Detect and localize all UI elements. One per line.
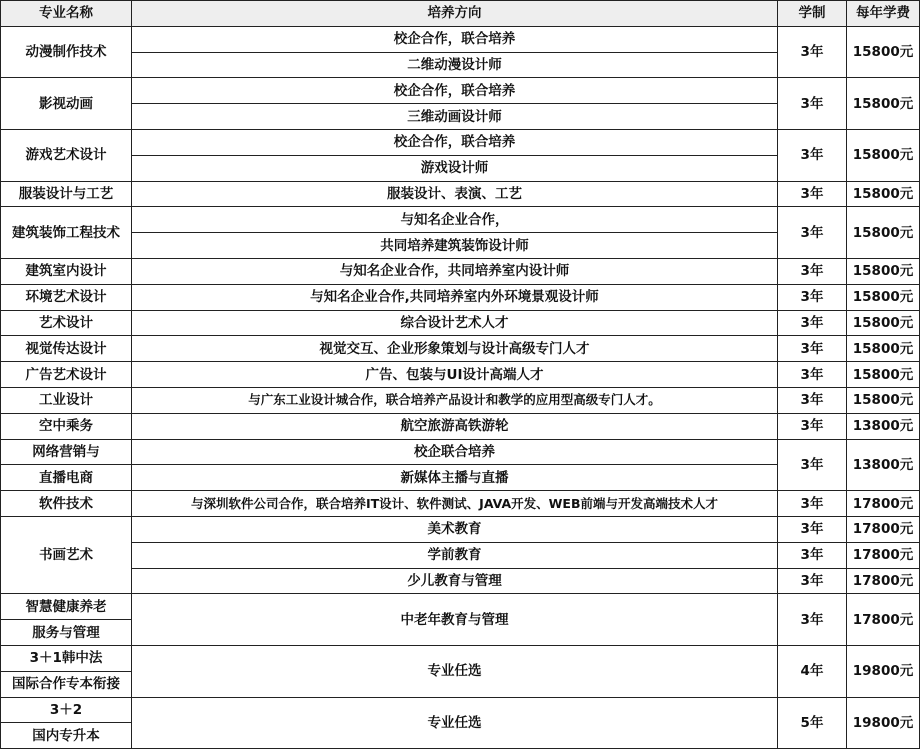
table-row <box>1 645 920 671</box>
header-direction: 培养方向 <box>132 1 778 27</box>
fee: 17800元 <box>847 491 920 517</box>
header-major: 专业名称 <box>1 1 132 27</box>
major-name: 国际合作专本衔接 <box>1 671 132 697</box>
table-row <box>1 594 920 620</box>
duration: 3年 <box>778 594 847 646</box>
duration: 3年 <box>778 26 847 78</box>
table-row <box>1 310 920 336</box>
duration: 3年 <box>778 439 847 491</box>
major-name: 国内专升本 <box>1 723 132 749</box>
table-row <box>1 284 920 310</box>
direction: 视觉交互、企业形象策划与设计高级专门人才 <box>132 336 778 362</box>
direction: 服装设计、表演、工艺 <box>132 181 778 207</box>
table-row <box>1 258 920 284</box>
header-fee: 每年学费 <box>847 1 920 27</box>
direction: 新媒体主播与直播 <box>132 465 778 491</box>
major-name: 服务与管理 <box>1 620 132 646</box>
fee: 15800元 <box>847 129 920 181</box>
major-name: 网络营销与 <box>1 439 132 465</box>
major-name: 游戏艺术设计 <box>1 129 132 181</box>
table-row <box>1 516 920 542</box>
table-row <box>1 568 920 594</box>
duration: 3年 <box>778 568 847 594</box>
duration: 3年 <box>778 129 847 181</box>
direction: 美术教育 <box>132 516 778 542</box>
duration: 3年 <box>778 310 847 336</box>
table-row <box>1 542 920 568</box>
direction: 专业任选 <box>132 697 778 749</box>
duration: 3年 <box>778 284 847 310</box>
header-row <box>1 1 920 27</box>
direction: 与深圳软件公司合作，联合培养IT设计、软件测试、JAVA开发、WEB前端与开发高端技术人才 <box>132 491 778 517</box>
fee: 13800元 <box>847 439 920 491</box>
duration: 5年 <box>778 697 847 749</box>
duration: 4年 <box>778 645 847 697</box>
table-row <box>1 439 920 465</box>
major-name: 空中乘务 <box>1 413 132 439</box>
fee: 17800元 <box>847 594 920 646</box>
direction: 三维动画设计师 <box>132 104 778 130</box>
table-row <box>1 491 920 517</box>
fee: 17800元 <box>847 568 920 594</box>
direction: 中老年教育与管理 <box>132 594 778 646</box>
fee: 15800元 <box>847 78 920 130</box>
fee: 13800元 <box>847 413 920 439</box>
major-name: 视觉传达设计 <box>1 336 132 362</box>
major-name: 动漫制作技术 <box>1 26 132 78</box>
duration: 3年 <box>778 387 847 413</box>
duration: 3年 <box>778 336 847 362</box>
direction: 学前教育 <box>132 542 778 568</box>
major-name: 智慧健康养老 <box>1 594 132 620</box>
direction: 广告、包装与UI设计高端人才 <box>132 362 778 388</box>
direction: 少儿教育与管理 <box>132 568 778 594</box>
major-name: 直播电商 <box>1 465 132 491</box>
direction: 与知名企业合作， <box>132 207 778 233</box>
major-name: 艺术设计 <box>1 310 132 336</box>
direction: 二维动漫设计师 <box>132 52 778 78</box>
direction: 校企合作，联合培养 <box>132 129 778 155</box>
duration: 3年 <box>778 516 847 542</box>
direction: 综合设计艺术人才 <box>132 310 778 336</box>
duration: 3年 <box>778 542 847 568</box>
direction: 与广东工业设计城合作，联合培养产品设计和教学的应用型高级专门人才。 <box>132 387 778 413</box>
fee: 15800元 <box>847 181 920 207</box>
table-row <box>1 387 920 413</box>
direction: 共同培养建筑装饰设计师 <box>132 233 778 259</box>
fee: 19800元 <box>847 697 920 749</box>
duration: 3年 <box>778 78 847 130</box>
fee: 17800元 <box>847 542 920 568</box>
table-row <box>1 336 920 362</box>
major-name: 书画艺术 <box>1 516 132 593</box>
table-row <box>1 362 920 388</box>
table-row <box>1 78 920 104</box>
table-row <box>1 413 920 439</box>
duration: 3年 <box>778 491 847 517</box>
fee: 15800元 <box>847 387 920 413</box>
direction: 游戏设计师 <box>132 155 778 181</box>
duration: 3年 <box>778 207 847 259</box>
fee: 15800元 <box>847 336 920 362</box>
major-name: 广告艺术设计 <box>1 362 132 388</box>
major-name: 建筑室内设计 <box>1 258 132 284</box>
header-duration: 学制 <box>778 1 847 27</box>
major-name: 环境艺术设计 <box>1 284 132 310</box>
direction: 专业任选 <box>132 645 778 697</box>
direction: 与知名企业合作，共同培养室内设计师 <box>132 258 778 284</box>
table-row <box>1 207 920 233</box>
table-row <box>1 129 920 155</box>
duration: 3年 <box>778 258 847 284</box>
table-row <box>1 181 920 207</box>
fee: 15800元 <box>847 26 920 78</box>
table-row <box>1 26 920 52</box>
fee: 17800元 <box>847 516 920 542</box>
major-name: 3＋1韩中法 <box>1 645 132 671</box>
direction: 校企合作，联合培养 <box>132 26 778 52</box>
major-name: 工业设计 <box>1 387 132 413</box>
fee: 19800元 <box>847 645 920 697</box>
direction: 与知名企业合作,共同培养室内外环境景观设计师 <box>132 284 778 310</box>
direction: 校企合作，联合培养 <box>132 78 778 104</box>
duration: 3年 <box>778 181 847 207</box>
major-name: 影视动画 <box>1 78 132 130</box>
fee: 15800元 <box>847 310 920 336</box>
major-name: 3＋2 <box>1 697 132 723</box>
fee: 15800元 <box>847 362 920 388</box>
fee: 15800元 <box>847 207 920 259</box>
major-name: 软件技术 <box>1 491 132 517</box>
major-name: 服装设计与工艺 <box>1 181 132 207</box>
fee: 15800元 <box>847 258 920 284</box>
direction: 校企联合培养 <box>132 439 778 465</box>
direction: 航空旅游高铁游轮 <box>132 413 778 439</box>
duration: 3年 <box>778 362 847 388</box>
duration: 3年 <box>778 413 847 439</box>
table-row <box>1 697 920 723</box>
fee: 15800元 <box>847 284 920 310</box>
major-name: 建筑装饰工程技术 <box>1 207 132 259</box>
